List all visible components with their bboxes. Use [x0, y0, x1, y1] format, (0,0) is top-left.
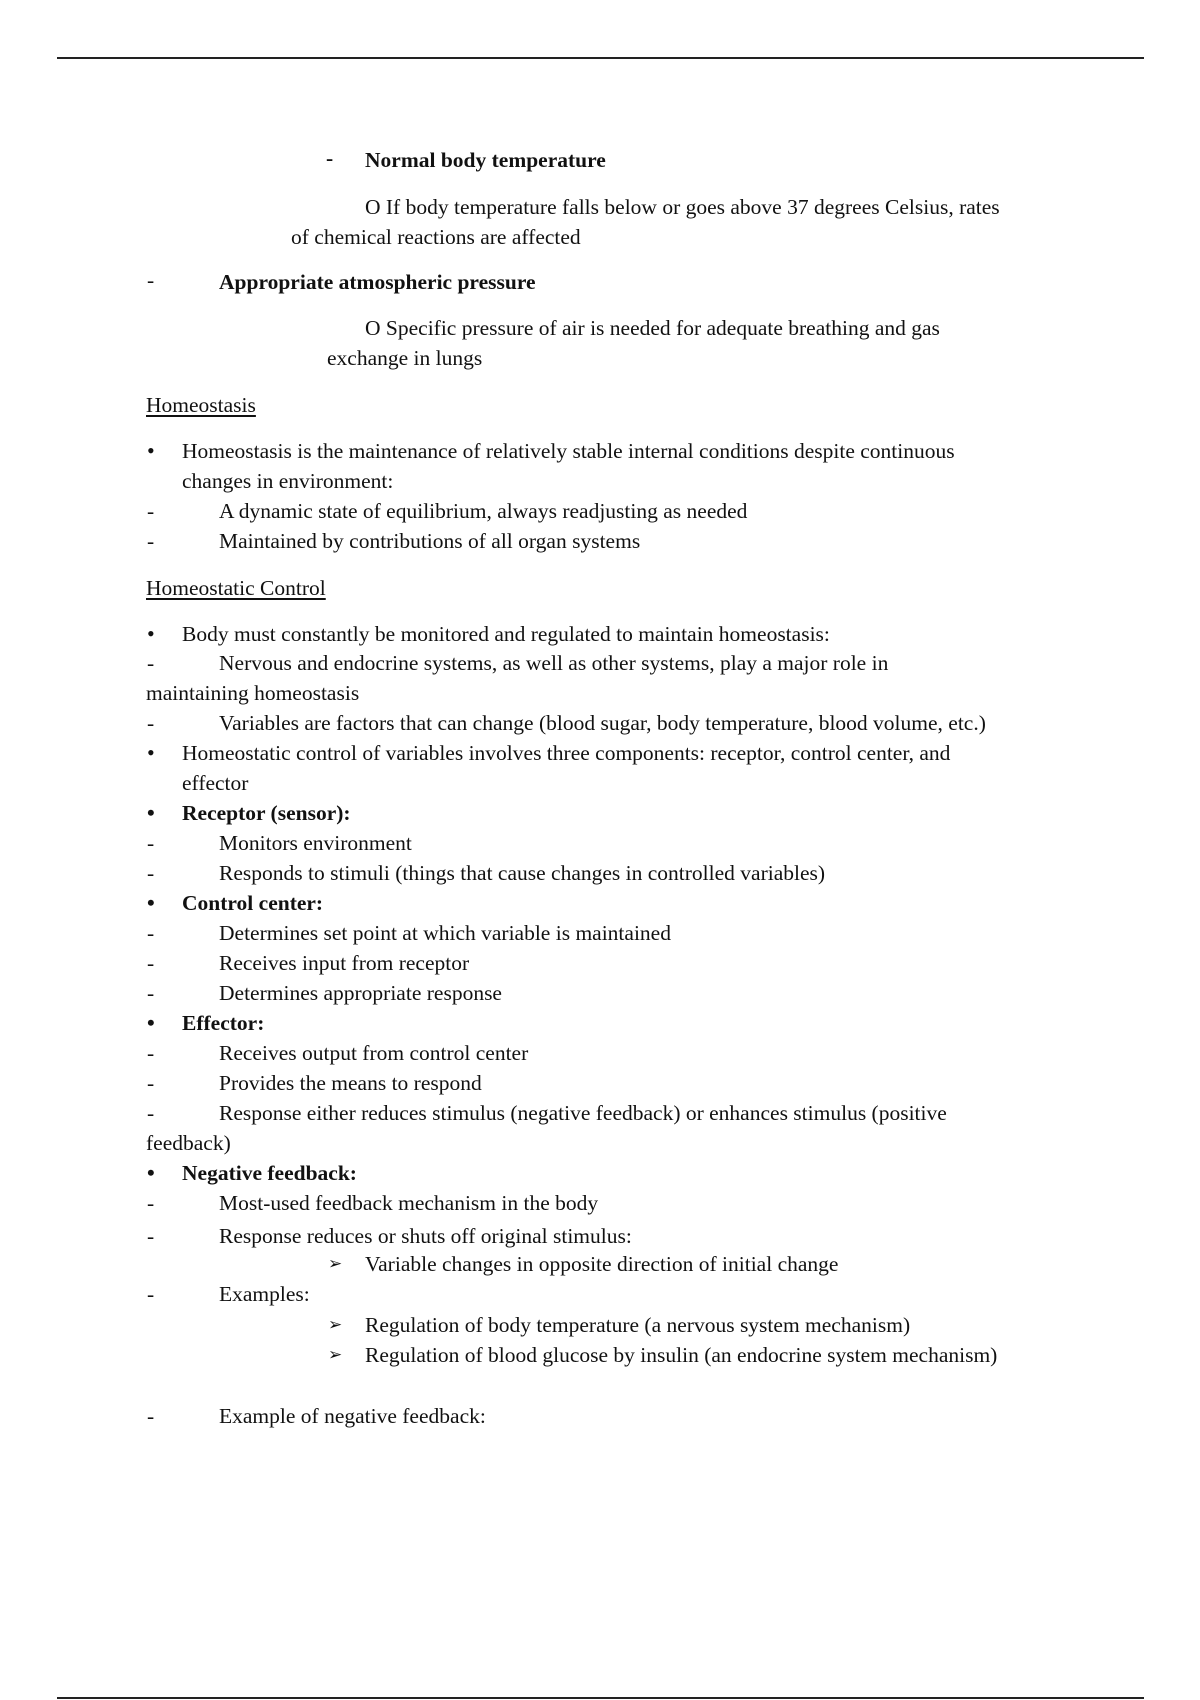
- dash-marker: -: [147, 1224, 155, 1248]
- list-item: Body must constantly be monitored and regulated to maintain homeostasis:: [182, 622, 830, 646]
- arrow-bullet-icon: ➢: [328, 1345, 343, 1365]
- pressure-title: Appropriate atmospheric pressure: [219, 270, 536, 294]
- list-item: Variables are factors that can change (blood sugar, body temperature, blood volume, etc.): [219, 711, 986, 735]
- pressure-note-line-2: exchange in lungs: [327, 346, 483, 370]
- effector-title: Effector:: [182, 1011, 265, 1035]
- bullet-marker: •: [147, 1010, 155, 1035]
- dash-marker: -: [147, 921, 155, 945]
- list-item: Example of negative feedback:: [219, 1404, 486, 1428]
- dash-marker: -: [147, 1404, 155, 1428]
- dash-marker: -: [147, 861, 155, 885]
- list-item: Regulation of blood glucose by insulin (an endocrine system mechanism): [365, 1343, 998, 1367]
- temp-title: Normal body temperature: [365, 148, 606, 172]
- dash-marker: -: [147, 1282, 155, 1306]
- dash-marker: -: [147, 831, 155, 855]
- dash-marker: -: [147, 268, 155, 292]
- list-item: Homeostasis is the maintenance of relatively stable internal conditions despite continuous: [182, 439, 955, 463]
- bullet-marker: •: [147, 740, 155, 765]
- dash-marker: -: [147, 651, 155, 675]
- list-item: Most-used feedback mechanism in the body: [219, 1191, 599, 1215]
- dash-marker: -: [147, 1041, 155, 1065]
- list-item: Homeostatic control of variables involves three components: receptor, control center, and: [182, 741, 951, 765]
- list-item: Determines set point at which variable is maintained: [219, 921, 671, 945]
- list-item: Monitors environment: [219, 831, 412, 855]
- dash-marker: -: [147, 981, 155, 1005]
- list-item: Receives output from control center: [219, 1041, 529, 1065]
- homeostatic-control-heading: Homeostatic Control: [146, 576, 326, 600]
- temp-note-line-2: of chemical reactions are affected: [291, 225, 581, 249]
- list-item: Examples:: [219, 1282, 310, 1306]
- negative-feedback-title: Negative feedback:: [182, 1161, 357, 1185]
- bullet-marker: •: [147, 800, 155, 825]
- dash-marker: -: [147, 499, 155, 523]
- pressure-note-line-1: O Specific pressure of air is needed for adequate breathing and gas: [365, 316, 940, 340]
- dash-marker: -: [326, 146, 334, 170]
- arrow-bullet-icon: ➢: [328, 1254, 343, 1274]
- list-item: A dynamic state of equilibrium, always readjusting as needed: [219, 499, 748, 523]
- bullet-marker: •: [147, 890, 155, 915]
- list-item: Provides the means to respond: [219, 1071, 482, 1095]
- bullet-marker: •: [147, 438, 155, 463]
- control-center-title: Control center:: [182, 891, 324, 915]
- list-item: maintaining homeostasis: [146, 681, 360, 705]
- list-item: Nervous and endocrine systems, as well as other systems, play a major role in: [219, 651, 889, 675]
- bullet-marker: •: [147, 1160, 155, 1185]
- dash-marker: -: [147, 529, 155, 553]
- header-rule: [57, 57, 1144, 59]
- list-item: effector: [182, 771, 249, 795]
- list-item: Response reduces or shuts off original stimulus:: [219, 1224, 632, 1248]
- list-item: Variable changes in opposite direction of initial change: [365, 1252, 839, 1276]
- temp-note-line-1: O If body temperature falls below or goes above 37 degrees Celsius, rates: [365, 195, 1000, 219]
- list-item: changes in environment:: [182, 469, 394, 493]
- dash-marker: -: [147, 1101, 155, 1125]
- footer-rule: [57, 1697, 1144, 1699]
- list-item: Receives input from receptor: [219, 951, 470, 975]
- list-item: Responds to stimuli (things that cause changes in controlled variables): [219, 861, 826, 885]
- receptor-title: Receptor (sensor):: [182, 801, 351, 825]
- list-item: Regulation of body temperature (a nervous system mechanism): [365, 1313, 911, 1337]
- dash-marker: -: [147, 1191, 155, 1215]
- list-item: feedback): [146, 1131, 231, 1155]
- list-item: Response either reduces stimulus (negative feedback) or enhances stimulus (positive: [219, 1101, 947, 1125]
- dash-marker: -: [147, 1071, 155, 1095]
- list-item: Determines appropriate response: [219, 981, 502, 1005]
- dash-marker: -: [147, 711, 155, 735]
- dash-marker: -: [147, 951, 155, 975]
- homeostasis-heading: Homeostasis: [146, 393, 256, 417]
- arrow-bullet-icon: ➢: [328, 1315, 343, 1335]
- bullet-marker: •: [147, 621, 155, 646]
- list-item: Maintained by contributions of all organ systems: [219, 529, 641, 553]
